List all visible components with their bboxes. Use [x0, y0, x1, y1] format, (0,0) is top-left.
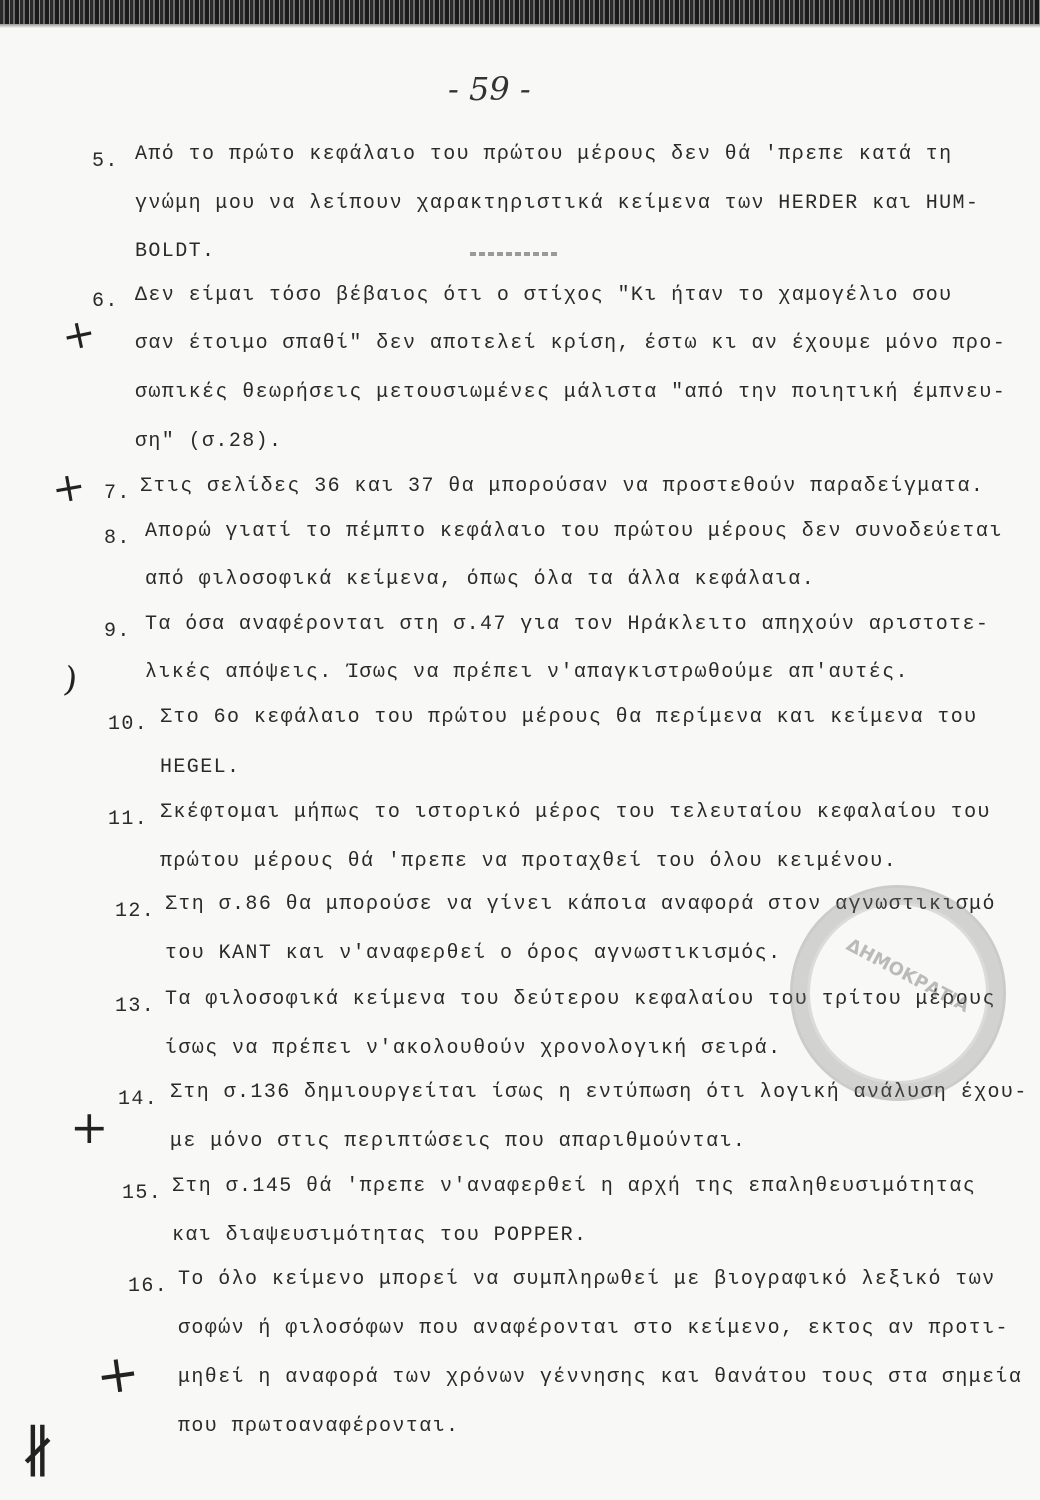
item-line: ίσως να πρέπει ν'ακολουθούν χρονολογική σειρά.	[165, 1037, 782, 1060]
item-line: σωπικές θεωρήσεις μετουσιωμένες μάλιστα "από την ποιητική έμπνευ-	[135, 381, 1007, 404]
item-line: από φιλοσοφικά κείμενα, όπως όλα τα άλλα κεφάλαια.	[145, 568, 816, 591]
item-number: 16.	[128, 1275, 169, 1298]
item-number: 15.	[122, 1182, 163, 1205]
item-line: HEGEL.	[160, 756, 241, 779]
item-line: BOLDT.	[135, 240, 216, 263]
item-line: Στο 6ο κεφάλαιο του πρώτου μέρους θα περίμενα και κείμενα του	[160, 706, 978, 729]
item-number: 7.	[104, 482, 131, 505]
handwritten-bracket-mark: )	[61, 659, 80, 701]
item-line: σαν έτοιμο σπαθί" δεν αποτελεί κρίση, έστω κι αν έχουμε μόνο προ-	[135, 332, 1007, 355]
item-line: σοφών ή φιλοσόφων που αναφέρονται στο κείμενο, εκτος αν προτι-	[178, 1317, 1009, 1340]
item-line: Στη σ.145 θά 'πρεπε ν'αναφερθεί η αρχή της επαληθευσιμότητας	[172, 1175, 977, 1198]
item-line: λικές απόψεις. Ίσως να πρέπει ν'απαγκιστρωθούμε απ'αυτές.	[145, 661, 909, 684]
item-line: Δεν είμαι τόσο βέβαιος ότι ο στίχος "Κι ήταν το χαμογέλιο σου	[135, 284, 953, 307]
item-line: Τα φιλοσοφικά κείμενα του δεύτερου κεφαλαίου του τρίτου μέρους	[165, 988, 996, 1011]
scan-top-border	[0, 0, 1040, 24]
item-number: 8.	[104, 527, 131, 550]
item-line: Στη σ.136 δημιουργείται ίσως η εντύπωση ότι λογική ανάλυση έχου-	[170, 1081, 1028, 1104]
item-line: Το όλο κείμενο μπορεί να συμπληρωθεί με βιογραφικό λεξικό των	[178, 1268, 996, 1291]
item-line: Από το πρώτο κεφάλαιο του πρώτου μέρους δεν θά 'πρεπε κατά τη	[135, 143, 953, 166]
item-line: Απορώ γιατί το πέμπτο κεφάλαιο του πρώτου μέρους δεν συνοδεύεται	[145, 520, 1003, 543]
item-number: 14.	[118, 1088, 159, 1111]
handwritten-cross-mark: +	[57, 309, 100, 361]
item-number: 9.	[104, 620, 131, 643]
item-line: του KANT και ν'αναφερθεί ο όρος αγνωστικισμός.	[165, 942, 782, 965]
official-stamp	[790, 885, 1006, 1101]
item-line: Στη σ.86 θα μπορούσε να γίνει κάποια αναφορά στον αγνωστικισμό	[165, 893, 996, 916]
item-line: πρώτου μέρους θά 'πρεπε να προταχθεί του όλου κειμένου.	[160, 850, 898, 873]
item-number: 10.	[108, 713, 149, 736]
item-line: μηθεί η αναφορά των χρόνων γέννησης και θανάτου τους στα σημεία	[178, 1366, 1023, 1389]
scan-top-shadow	[0, 24, 1040, 28]
ink-scribble	[470, 252, 560, 256]
item-number: 12.	[115, 900, 156, 923]
page-number: - 59 -	[448, 70, 531, 108]
item-number: 11.	[108, 808, 149, 831]
item-line: που πρωτοαναφέρονται.	[178, 1415, 460, 1438]
item-number: 5.	[92, 150, 119, 173]
item-line: Σκέφτομαι μήπως το ιστορικό μέρος του τελευταίου κεφαλαίου του	[160, 801, 991, 824]
item-line: γνώμη μου να λείπουν χαρακτηριστικά κείμενα των HERDER και HUM-	[135, 192, 980, 215]
handwritten-cross-mark: +	[48, 462, 90, 514]
item-number: 6.	[92, 290, 119, 313]
item-line: με μόνο στις περιπτώσεις που απαριθμούνται.	[170, 1130, 747, 1153]
item-line: Τα όσα αναφέρονται στη σ.47 για τον Ηράκλειτο απηχούν αριστοτε-	[145, 613, 990, 636]
handwritten-scribble-mark: ∦	[20, 1420, 56, 1485]
stamp-text: ΔΗΜΟΚΡΑΤΙΑ	[842, 934, 973, 1017]
item-line: και διαψευσιμότητας του POPPER.	[172, 1224, 588, 1247]
item-line: ση" (σ.28).	[135, 430, 283, 453]
item-line: Στις σελίδες 36 και 37 θα μπορούσαν να προστεθούν παραδείγματα.	[140, 475, 985, 498]
item-number: 13.	[115, 995, 156, 1018]
handwritten-cross-mark: +	[70, 1100, 109, 1154]
handwritten-cross-mark: +	[92, 1342, 144, 1408]
